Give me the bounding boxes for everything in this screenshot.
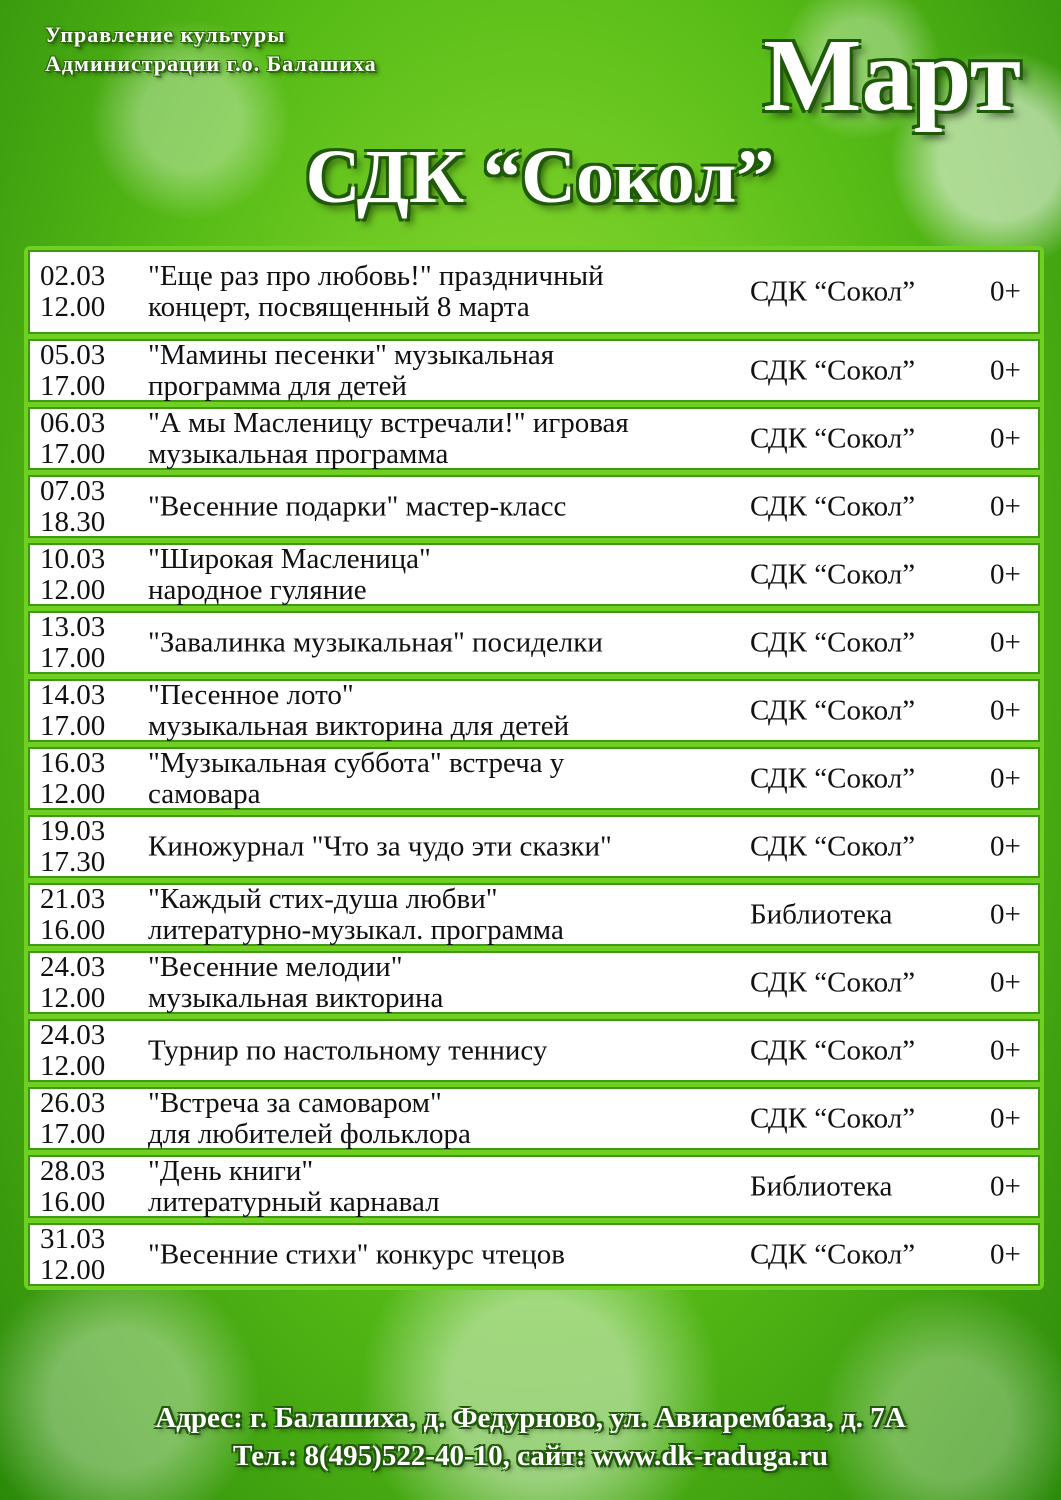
event-row — [28, 250, 1040, 334]
event-title-line-1: "Еще раз про любовь!" праздничный — [148, 260, 604, 292]
event-datetime — [40, 952, 140, 1014]
event-row — [28, 339, 1040, 402]
event-date: 26.03 — [40, 1086, 106, 1119]
event-place: СДК “Сокол” — [750, 422, 916, 454]
event-title — [148, 340, 748, 402]
event-place: Библиотека — [750, 1170, 893, 1202]
event-place: СДК “Сокол” — [750, 626, 916, 658]
event-age-rating: 0+ — [990, 762, 1021, 794]
event-title — [148, 1239, 748, 1270]
event-place: СДК “Сокол” — [750, 966, 916, 998]
event-time: 12.00 — [40, 981, 106, 1014]
event-title-line-2: литературно-музыкал. программа — [148, 913, 564, 946]
event-time: 17.30 — [40, 845, 106, 878]
event-place: СДК “Сокол” — [750, 830, 916, 862]
event-title — [148, 748, 748, 810]
event-title-line-2: музыкальная программа — [148, 437, 449, 470]
event-age-rating: 0+ — [990, 275, 1021, 308]
event-title — [148, 1088, 748, 1150]
event-time: 17.00 — [40, 709, 106, 742]
event-time: 12.00 — [40, 291, 106, 323]
event-time: 12.00 — [40, 1049, 106, 1082]
event-title — [148, 408, 748, 470]
event-title-line-1: "Музыкальная суббота" встреча у — [148, 746, 565, 779]
footer-address: Адрес: г. Балашиха, д. Федурново, ул. Авиарембаза, д. 7А — [155, 1402, 906, 1434]
event-datetime — [40, 680, 140, 742]
event-row — [28, 543, 1040, 606]
event-date: 24.03 — [40, 950, 106, 983]
event-place: СДК “Сокол” — [750, 1238, 916, 1270]
event-age-rating: 0+ — [990, 898, 1021, 930]
event-datetime — [40, 1020, 140, 1082]
event-time: 17.00 — [40, 641, 106, 674]
event-date: 07.03 — [40, 474, 106, 507]
organizer-block — [45, 20, 377, 78]
event-date: 05.03 — [40, 338, 106, 371]
event-place: СДК “Сокол” — [750, 1102, 916, 1134]
event-row — [28, 611, 1040, 674]
event-date: 21.03 — [40, 882, 106, 915]
event-row — [28, 475, 1040, 538]
event-title — [148, 491, 748, 522]
event-datetime — [40, 748, 140, 810]
event-datetime — [40, 340, 140, 402]
event-title-line-1: "Широкая Масленица" — [148, 542, 431, 575]
event-age-rating: 0+ — [990, 422, 1021, 454]
event-title-line-1: "Весенние мелодии" — [148, 950, 403, 983]
event-age-rating: 0+ — [990, 354, 1021, 386]
event-title-line-2: программа для детей — [148, 369, 407, 402]
event-title-line-2: музыкальная викторина для детей — [148, 709, 570, 742]
event-age-rating: 0+ — [990, 558, 1021, 590]
event-age-rating: 0+ — [990, 1102, 1021, 1134]
event-datetime — [40, 612, 140, 674]
event-title — [148, 952, 748, 1014]
event-age-rating: 0+ — [990, 626, 1021, 658]
event-date: 10.03 — [40, 542, 106, 575]
event-title-line-2: литературный карнавал — [148, 1185, 440, 1218]
event-row — [28, 1087, 1040, 1150]
event-datetime — [40, 408, 140, 470]
organizer-line-1: Управление культуры — [45, 22, 286, 47]
event-row — [28, 1155, 1040, 1218]
event-title-line-1: "Завалинка музыкальная" посиделки — [148, 626, 603, 658]
event-title-line-1: "Песенное лото" — [148, 678, 354, 711]
event-datetime — [40, 261, 140, 323]
event-title — [148, 680, 748, 742]
event-place: СДК “Сокол” — [750, 275, 916, 308]
event-title — [148, 1035, 748, 1066]
event-age-rating: 0+ — [990, 1034, 1021, 1066]
event-date: 24.03 — [40, 1018, 106, 1051]
event-date: 02.03 — [40, 260, 106, 292]
event-date: 16.03 — [40, 746, 106, 779]
event-time: 17.00 — [40, 437, 106, 470]
event-title-line-2: для любителей фольклора — [148, 1117, 471, 1150]
event-title-line-2: самовара — [148, 777, 261, 810]
event-row — [28, 1019, 1040, 1082]
event-place: СДК “Сокол” — [750, 354, 916, 386]
event-title — [148, 627, 748, 658]
event-title-line-1: "Встреча за самоваром" — [148, 1086, 442, 1119]
event-title — [148, 544, 748, 606]
month-title: Март — [763, 18, 1021, 133]
event-place: Библиотека — [750, 898, 893, 930]
event-title-line-1: "Каждый стих-душа любви" — [148, 882, 498, 915]
event-time: 16.00 — [40, 1185, 106, 1218]
event-title — [148, 1156, 748, 1218]
event-datetime — [40, 816, 140, 878]
event-row — [28, 1223, 1040, 1286]
event-row — [28, 679, 1040, 742]
event-title-line-1: "Мамины песенки" музыкальная — [148, 338, 555, 371]
footer-contacts: Тел.: 8(495)522-40-10, сайт: www.dk-raduga.ru — [232, 1440, 829, 1472]
event-datetime — [40, 1156, 140, 1218]
event-row — [28, 951, 1040, 1014]
organizer-line-2: Администрации г.о. Балашиха — [45, 51, 377, 76]
event-date: 13.03 — [40, 610, 106, 643]
event-time: 12.00 — [40, 777, 106, 810]
event-title-line-2: народное гуляние — [148, 573, 367, 606]
event-date: 31.03 — [40, 1222, 106, 1255]
event-row — [28, 407, 1040, 470]
event-date: 06.03 — [40, 406, 106, 439]
event-age-rating: 0+ — [990, 830, 1021, 862]
event-date: 28.03 — [40, 1154, 106, 1187]
event-age-rating: 0+ — [990, 490, 1021, 522]
event-datetime — [40, 544, 140, 606]
event-title-line-2: концерт, посвященный 8 марта — [148, 291, 530, 323]
event-datetime — [40, 1088, 140, 1150]
event-title-line-1: "А мы Масленицу встречали!" игровая — [148, 406, 629, 439]
event-age-rating: 0+ — [990, 966, 1021, 998]
event-place: СДК “Сокол” — [750, 558, 916, 590]
event-age-rating: 0+ — [990, 694, 1021, 726]
venue-title: СДК “Сокол” — [305, 135, 775, 219]
event-row — [28, 883, 1040, 946]
event-title-line-2: музыкальная викторина — [148, 981, 444, 1014]
event-time: 17.00 — [40, 369, 106, 402]
event-title — [148, 831, 748, 862]
event-datetime — [40, 884, 140, 946]
event-title — [148, 884, 748, 946]
event-title-line-1: Турнир по настольному теннису — [148, 1034, 548, 1066]
event-place: СДК “Сокол” — [750, 490, 916, 522]
event-time: 12.00 — [40, 573, 106, 606]
event-title-line-1: "День книги" — [148, 1154, 314, 1187]
event-time: 18.30 — [40, 505, 106, 538]
event-title — [148, 261, 748, 323]
event-title-line-1: Киножурнал "Что за чудо эти сказки" — [148, 830, 612, 862]
event-time: 12.00 — [40, 1253, 106, 1286]
event-title-line-1: "Весенние стихи" конкурс чтецов — [148, 1238, 566, 1270]
event-datetime — [40, 1224, 140, 1286]
event-date: 19.03 — [40, 814, 106, 847]
event-date: 14.03 — [40, 678, 106, 711]
event-datetime — [40, 476, 140, 538]
event-title-line-1: "Весенние подарки" мастер-класс — [148, 490, 567, 522]
events-table — [24, 246, 1044, 1290]
event-time: 16.00 — [40, 913, 106, 946]
event-age-rating: 0+ — [990, 1238, 1021, 1270]
event-place: СДК “Сокол” — [750, 1034, 916, 1066]
event-row — [28, 747, 1040, 810]
event-row — [28, 815, 1040, 878]
event-time: 17.00 — [40, 1117, 106, 1150]
event-age-rating: 0+ — [990, 1170, 1021, 1202]
event-place: СДК “Сокол” — [750, 762, 916, 794]
event-place: СДК “Сокол” — [750, 694, 916, 726]
